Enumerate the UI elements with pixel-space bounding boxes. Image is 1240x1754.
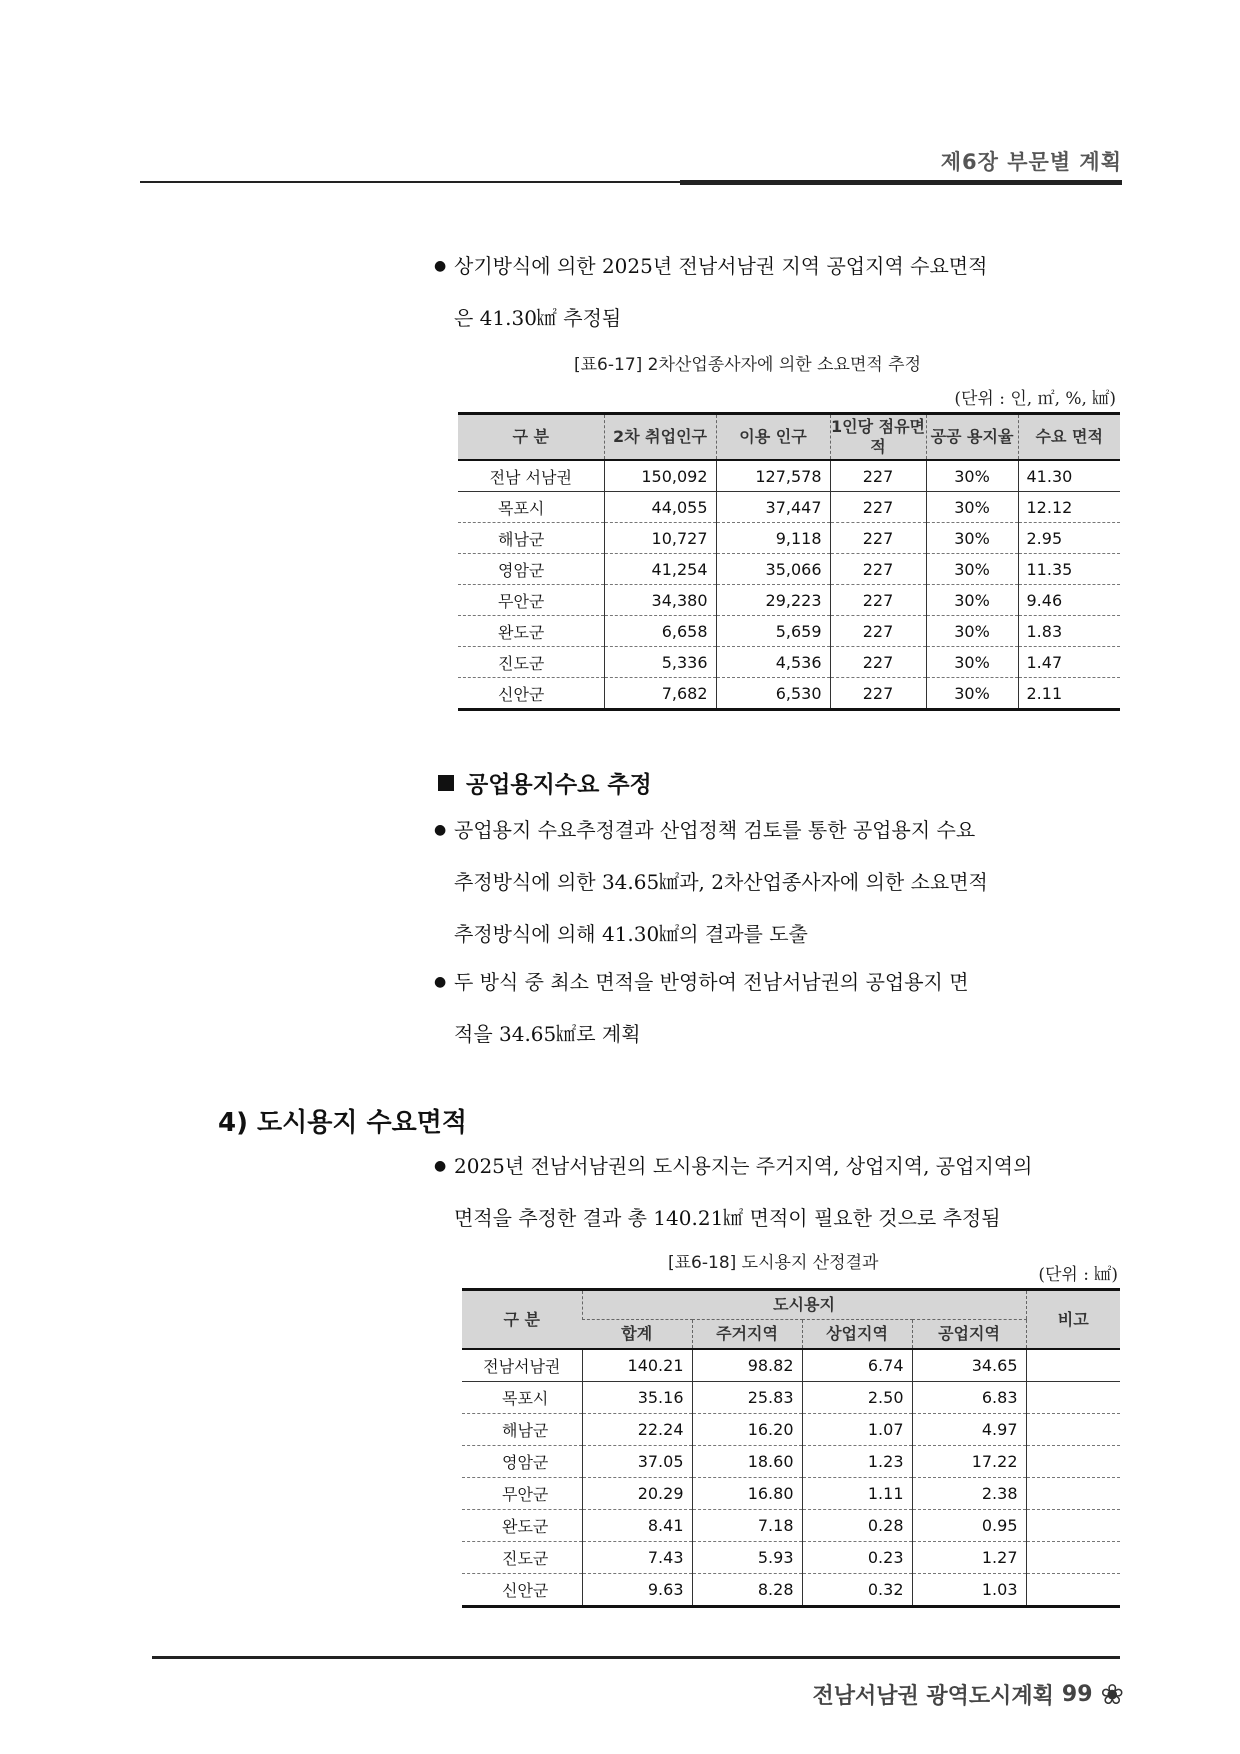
- row-label: 진도군: [462, 1542, 582, 1574]
- table-cell: 227: [830, 492, 926, 523]
- table-row: [462, 1574, 1120, 1607]
- note-cell: [1026, 1414, 1120, 1446]
- table-cell: 6.83: [912, 1382, 1026, 1414]
- table-cell: 227: [830, 460, 926, 492]
- table-cell: 5,659: [716, 616, 830, 647]
- table-cell: 227: [830, 585, 926, 616]
- table1-header: 이용 인구: [716, 414, 830, 461]
- table-cell: 37.05: [582, 1446, 692, 1478]
- table-row: [462, 1349, 1120, 1382]
- table-cell: 8.28: [692, 1574, 802, 1607]
- row-label: 무안군: [462, 1478, 582, 1510]
- intro-bullet: [434, 240, 1120, 344]
- section-title: 4) 도시용지 수요면적: [218, 1108, 468, 1138]
- table-cell: 227: [830, 616, 926, 647]
- note-cell: [1026, 1382, 1120, 1414]
- table-cell: 5,336: [604, 647, 716, 678]
- row-label: 완도군: [458, 616, 604, 647]
- bullet-dot-icon: ●: [434, 974, 447, 990]
- table2-caption: [표6-18] 도시용지 산정결과: [668, 1253, 879, 1273]
- table-cell: 9.63: [582, 1574, 692, 1607]
- row-label: 해남군: [458, 523, 604, 554]
- table-cell: 2.38: [912, 1478, 1026, 1510]
- table-cell: 1.23: [802, 1446, 912, 1478]
- industrial-heading: 공업용지수요 추정: [438, 766, 652, 799]
- table-cell: 29,223: [716, 585, 830, 616]
- table-cell: 18.60: [692, 1446, 802, 1478]
- table-row: [458, 554, 1120, 585]
- table-cell: 35,066: [716, 554, 830, 585]
- bullet-dot-icon: ●: [434, 822, 447, 838]
- table-cell: 9.46: [1018, 585, 1120, 616]
- row-label: 완도군: [462, 1510, 582, 1542]
- table-cell: 1.47: [1018, 647, 1120, 678]
- table-cell: 2.95: [1018, 523, 1120, 554]
- row-label: 목포시: [458, 492, 604, 523]
- row-label: 무안군: [458, 585, 604, 616]
- table-cell: 1.07: [802, 1414, 912, 1446]
- section4-bullet: ● 2025년 전남서남권의 도시용지는 주거지역, 상업지역, 공업지역의 면적을 추정한 결과 총 140.21㎢ 면적이 필요한 것으로 추정됨: [454, 1140, 1120, 1244]
- table-cell: 10,727: [604, 523, 716, 554]
- table-row: [462, 1414, 1120, 1446]
- chapter-header: 제6장 부문별 계획: [940, 150, 1122, 174]
- table-row: [458, 647, 1120, 678]
- table-cell: 16.80: [692, 1478, 802, 1510]
- table-cell: 11.35: [1018, 554, 1120, 585]
- table-cell: 35.16: [582, 1382, 692, 1414]
- industrial-bullet-2: ● 두 방식 중 최소 면적을 반영하여 전남서남권의 공업용지 면 적을 34.65㎢로 계획: [454, 956, 1120, 1060]
- note-cell: [1026, 1542, 1120, 1574]
- table-cell: 2.11: [1018, 678, 1120, 710]
- row-label: 전남 서남권: [458, 460, 604, 492]
- page-number: 99: [1061, 1682, 1093, 1707]
- note-cell: [1026, 1574, 1120, 1607]
- table-cell: 30%: [926, 647, 1018, 678]
- table-cell: 12.12: [1018, 492, 1120, 523]
- table1-header: 공공 용지율: [926, 414, 1018, 461]
- table-cell: 6,658: [604, 616, 716, 647]
- table-cell: 16.20: [692, 1414, 802, 1446]
- note-cell: [1026, 1349, 1120, 1382]
- intro-line1: 상기방식에 의한 2025년 전남서남권 지역 공업지역 수요면적: [454, 254, 988, 278]
- table2-subheader: 공업지역: [912, 1320, 1026, 1350]
- table-cell: 1.03: [912, 1574, 1026, 1607]
- note-cell: [1026, 1510, 1120, 1542]
- table2-header-note: 비고: [1026, 1290, 1120, 1350]
- table1-header: 수요 면적: [1018, 414, 1120, 461]
- row-label: 진도군: [458, 647, 604, 678]
- table-cell: 20.29: [582, 1478, 692, 1510]
- table-cell: 34,380: [604, 585, 716, 616]
- table2-subheader: 상업지역: [802, 1320, 912, 1350]
- table-row: [458, 460, 1120, 492]
- row-label: 신안군: [462, 1574, 582, 1607]
- table-row: [462, 1446, 1120, 1478]
- table-cell: 5.93: [692, 1542, 802, 1574]
- table-cell: 30%: [926, 678, 1018, 710]
- note-cell: [1026, 1446, 1120, 1478]
- square-bullet-icon: [438, 775, 454, 791]
- table-cell: 8.41: [582, 1510, 692, 1542]
- row-label: 신안군: [458, 678, 604, 710]
- table2-subheader: 합계: [582, 1320, 692, 1350]
- table-cell: 4,536: [716, 647, 830, 678]
- row-label: 전남서남권: [462, 1349, 582, 1382]
- table-cell: 150,092: [604, 460, 716, 492]
- table-row: [462, 1478, 1120, 1510]
- table1-header: 2차 취업인구: [604, 414, 716, 461]
- footer-title: 전남서남권 광역도시계획: [812, 1684, 1054, 1709]
- header-rule-thick: [680, 180, 1122, 185]
- table-row: [462, 1510, 1120, 1542]
- table-cell: 227: [830, 554, 926, 585]
- table-cell: 25.83: [692, 1382, 802, 1414]
- table-cell: 41,254: [604, 554, 716, 585]
- footer: [812, 1678, 1124, 1711]
- footer-rule: [152, 1656, 1120, 1659]
- table-row: [462, 1382, 1120, 1414]
- table-cell: 7,682: [604, 678, 716, 710]
- table-cell: 0.95: [912, 1510, 1026, 1542]
- table2: [462, 1288, 1120, 1608]
- table2-header-category: 구 분: [462, 1290, 582, 1350]
- table-cell: 41.30: [1018, 460, 1120, 492]
- table-cell: 37,447: [716, 492, 830, 523]
- table-cell: 30%: [926, 523, 1018, 554]
- table-row: [462, 1542, 1120, 1574]
- table-row: [458, 616, 1120, 647]
- table1-caption: [표6-17] 2차산업종사자에 의한 소요면적 추정: [574, 355, 922, 375]
- row-label: 영암군: [458, 554, 604, 585]
- table-cell: 6,530: [716, 678, 830, 710]
- table-cell: 227: [830, 647, 926, 678]
- table-cell: 7.43: [582, 1542, 692, 1574]
- table-cell: 1.83: [1018, 616, 1120, 647]
- table-cell: 44,055: [604, 492, 716, 523]
- table-cell: 9,118: [716, 523, 830, 554]
- table-row: [458, 523, 1120, 554]
- table-cell: 227: [830, 678, 926, 710]
- table-cell: 2.50: [802, 1382, 912, 1414]
- row-label: 목포시: [462, 1382, 582, 1414]
- table-cell: 1.11: [802, 1478, 912, 1510]
- table-cell: 30%: [926, 554, 1018, 585]
- table-row: [458, 492, 1120, 523]
- table-cell: 34.65: [912, 1349, 1026, 1382]
- table-cell: 17.22: [912, 1446, 1026, 1478]
- table1: [458, 412, 1120, 711]
- row-label: 해남군: [462, 1414, 582, 1446]
- industrial-bullet-1: ● 공업용지 수요추정결과 산업정책 검토를 통한 공업용지 수요 추정방식에 의한 34.65㎢과, 2차산업종사자에 의한 소요면적 추정방식에 의해 41.30㎢의 결과를 도출: [454, 804, 1120, 960]
- table-cell: 30%: [926, 460, 1018, 492]
- table-cell: 30%: [926, 616, 1018, 647]
- table-cell: 30%: [926, 492, 1018, 523]
- table-cell: 6.74: [802, 1349, 912, 1382]
- table-cell: 4.97: [912, 1414, 1026, 1446]
- table1-header: 1인당 점유면적: [830, 414, 926, 461]
- intro-line2: 은 41.30㎢ 추정됨: [454, 306, 622, 330]
- table-row: [458, 678, 1120, 710]
- table-cell: 0.32: [802, 1574, 912, 1607]
- table-row: [458, 585, 1120, 616]
- bullet-dot-icon: ●: [434, 1158, 447, 1174]
- table-cell: 0.23: [802, 1542, 912, 1574]
- table-cell: 227: [830, 523, 926, 554]
- table2-header-group: 도시용지: [582, 1290, 1026, 1320]
- row-label: 영암군: [462, 1446, 582, 1478]
- table1-unit: (단위 : 인, ㎡, %, ㎢): [954, 389, 1116, 409]
- table2-subheader: 주거지역: [692, 1320, 802, 1350]
- table-cell: 0.28: [802, 1510, 912, 1542]
- table-cell: 22.24: [582, 1414, 692, 1446]
- table-cell: 140.21: [582, 1349, 692, 1382]
- table-cell: 7.18: [692, 1510, 802, 1542]
- table-cell: 1.27: [912, 1542, 1026, 1574]
- table-cell: 127,578: [716, 460, 830, 492]
- table-cell: 30%: [926, 585, 1018, 616]
- bullet-dot-icon: ●: [434, 258, 447, 274]
- note-cell: [1026, 1478, 1120, 1510]
- table2-unit: (단위 : ㎢): [1038, 1265, 1118, 1285]
- table-cell: 98.82: [692, 1349, 802, 1382]
- logo-icon: ❀: [1100, 1678, 1124, 1711]
- table1-header: 구 분: [458, 414, 604, 461]
